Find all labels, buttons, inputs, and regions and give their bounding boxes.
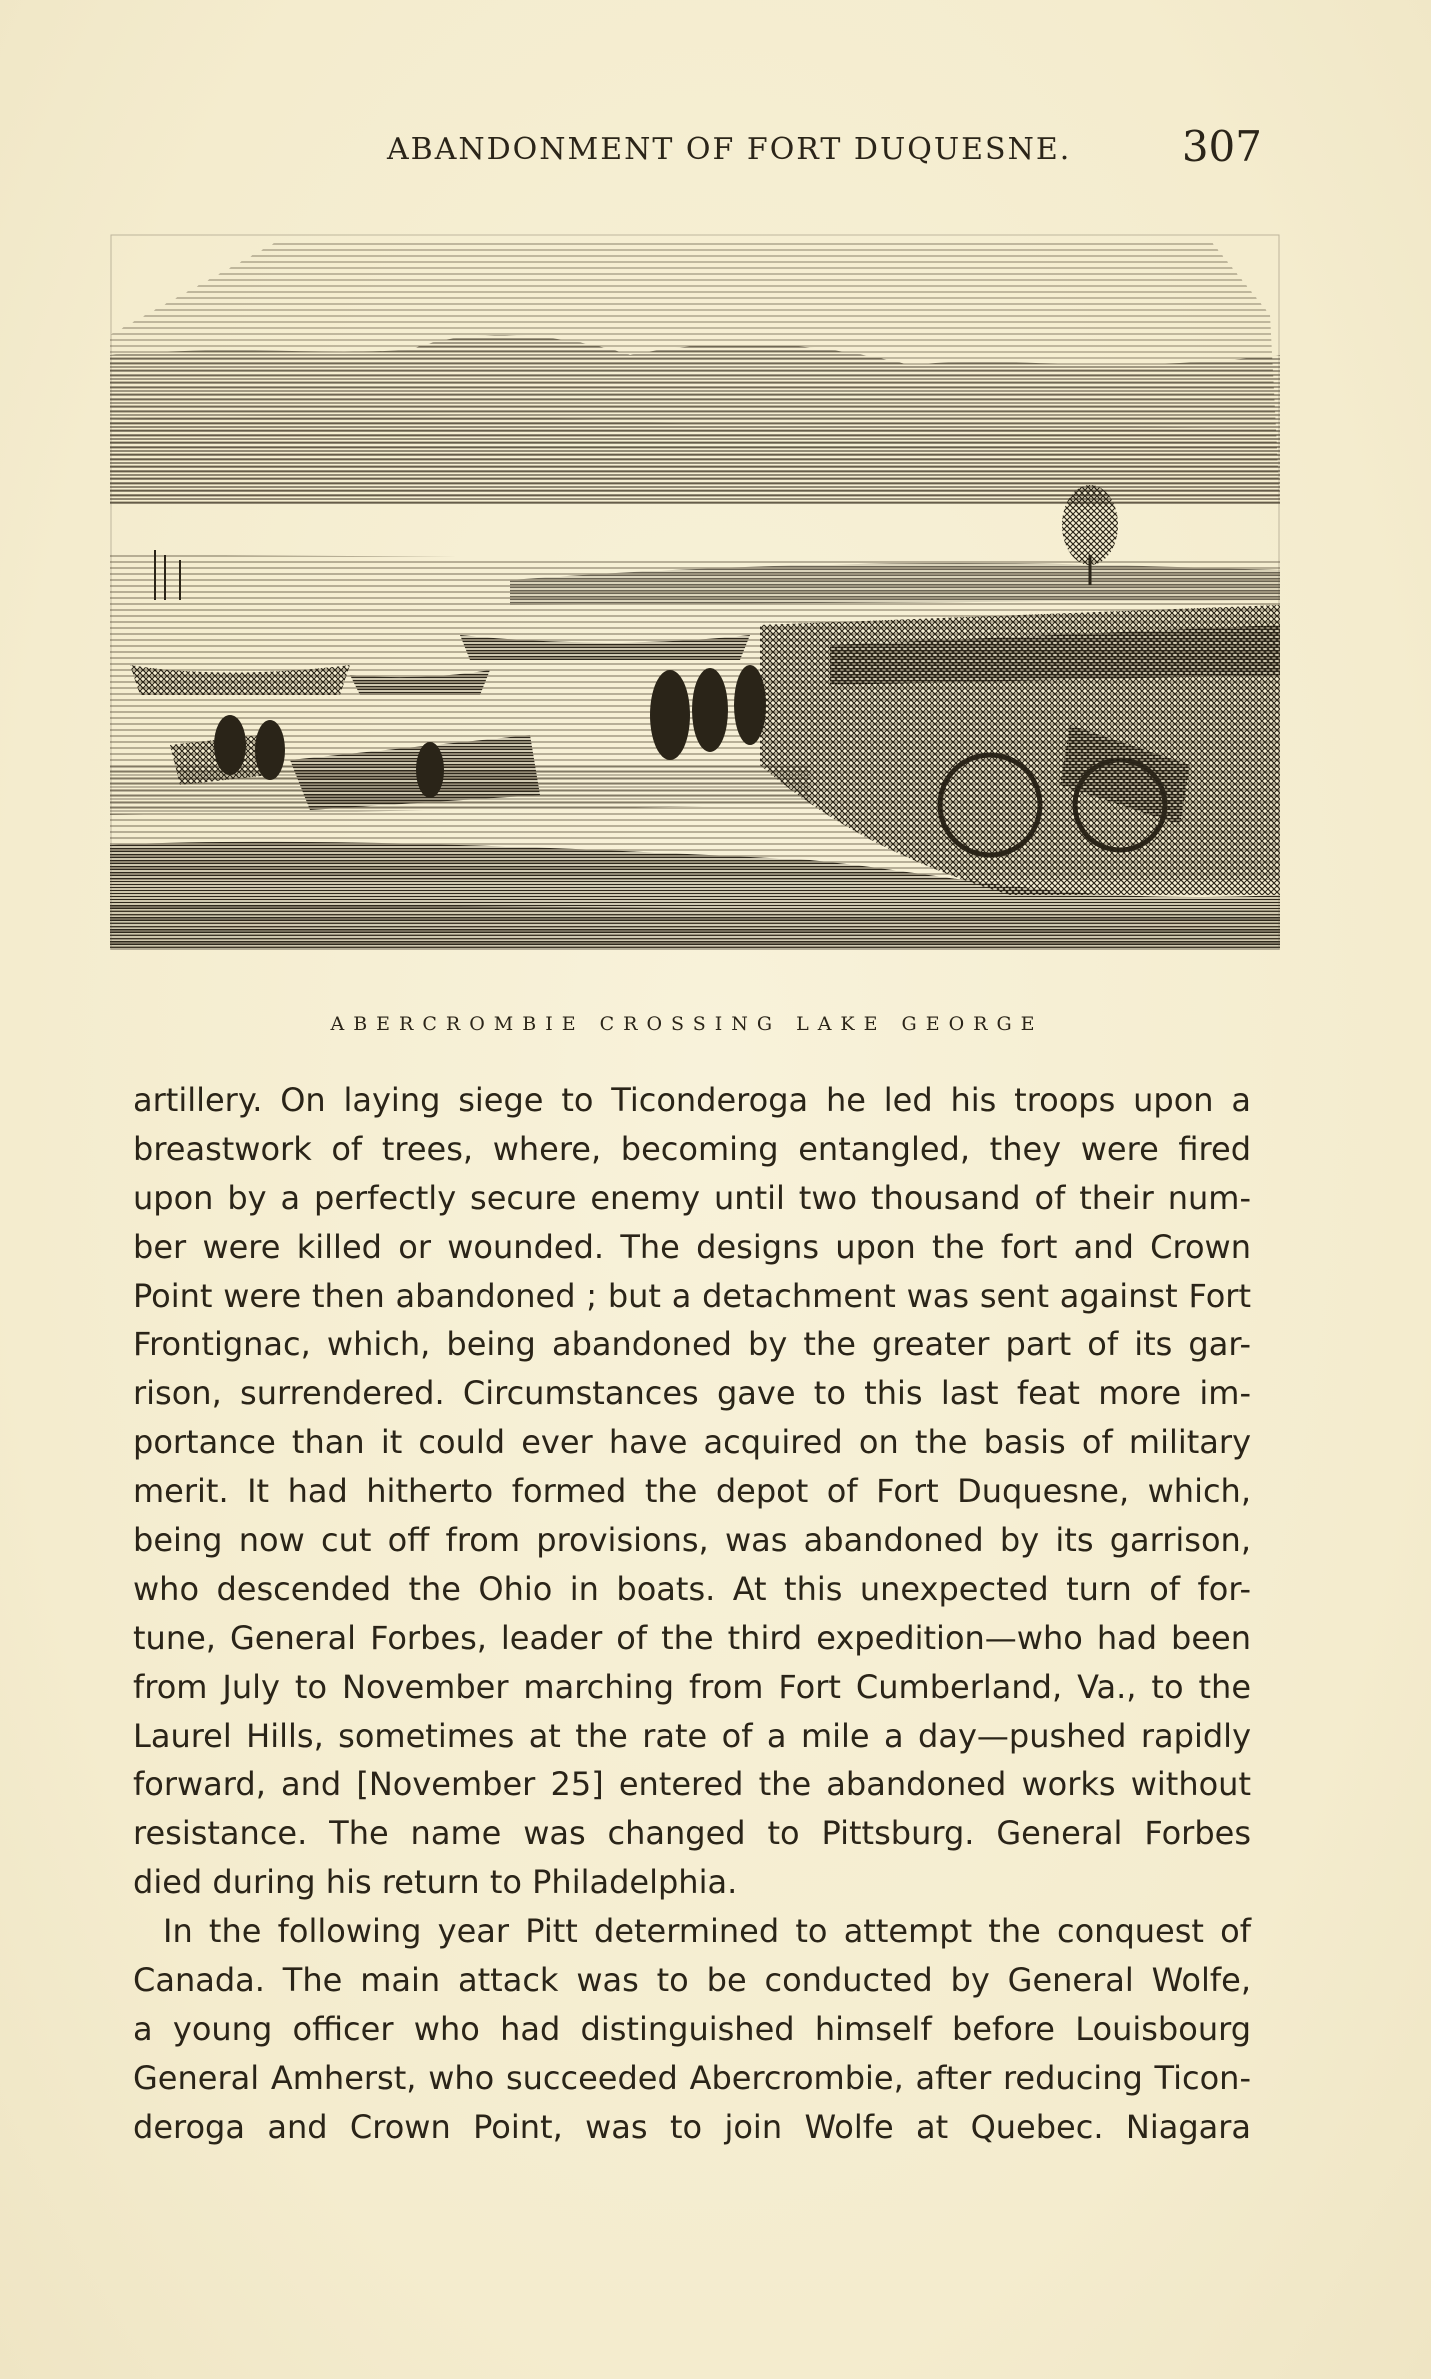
text-line: upon by a perfectly secure enemy until two thousand of their num- — [133, 1178, 1251, 1217]
text-line: portance than it could ever have acquired on the basis of military — [133, 1423, 1251, 1462]
text-line: being now cut off from provisions, was abandoned by its garrison, — [133, 1521, 1251, 1560]
text-line: Laurel Hills, sometimes at the rate of a mile a day—pushed rapidly — [133, 1716, 1251, 1755]
text-line: Frontignac, which, being abandoned by the greater part of its gar- — [133, 1325, 1251, 1364]
text-line: In the following year Pitt determined to attempt the conquest of — [163, 1912, 1251, 1951]
text-line: resistance. The name was changed to Pittsburg. General Forbes — [133, 1814, 1251, 1853]
text-line: General Amherst, who succeeded Abercrombie, after reducing Ticon- — [133, 2058, 1251, 2097]
engraving-illustration — [110, 205, 1280, 980]
text-line: rison, surrendered. Circumstances gave to this last feat more im- — [133, 1374, 1251, 1413]
text-line: ber were killed or wounded. The designs upon the fort and Crown — [133, 1227, 1251, 1266]
text-line: breastwork of trees, where, becoming entangled, they were fired — [133, 1129, 1251, 1168]
sky — [110, 240, 1280, 505]
text-line: artillery. On laying siege to Ticonderoga he led his troops upon a — [133, 1081, 1251, 1119]
text-line: Point were then abandoned ; but a detachment was sent against Fort — [133, 1276, 1251, 1315]
text-line: merit. It had hitherto formed the depot of Fort Duquesne, which, — [133, 1472, 1251, 1511]
text-line: Canada. The main attack was to be conducted by General Wolfe, — [133, 1961, 1251, 2000]
text-line: forward, and [November 25] entered the abandoned works without — [133, 1765, 1251, 1804]
running-head — [112, 122, 1262, 172]
running-title: ABANDONMENT OF FORT DUQUESNE. — [387, 132, 1072, 167]
text-line: who descended the Ohio in boats. At this unexpected turn of for- — [133, 1569, 1251, 1608]
text-line: died during his return to Philadelphia. — [133, 1863, 738, 1902]
illustration-caption: ABERCROMBIE CROSSING LAKE GEORGE — [330, 1013, 1044, 1035]
body-text — [133, 1076, 1251, 2152]
text-line: tune, General Forbes, leader of the third expedition—who had been — [133, 1618, 1251, 1657]
text-line: from July to November marching from Fort Cumberland, Va., to the — [133, 1667, 1251, 1706]
text-line: deroga and Crown Point, was to join Wolfe at Quebec. Niagara — [133, 2107, 1251, 2146]
page-number: 307 — [1181, 122, 1262, 171]
text-line: a young officer who had distinguished himself before Louisbourg — [133, 2009, 1251, 2048]
